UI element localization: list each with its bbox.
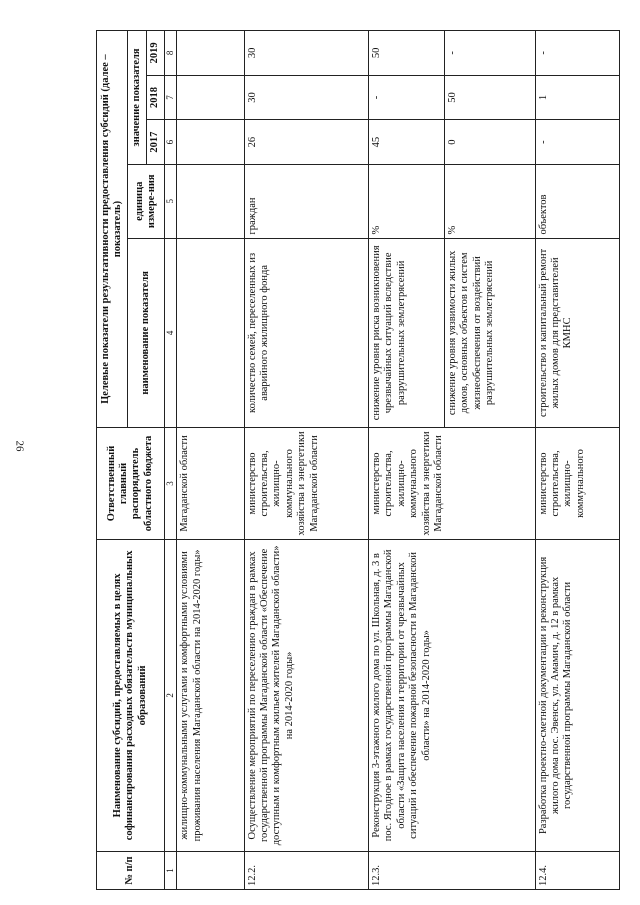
indicator-name: строительство и капитальный ремонт жилых домов для представителей КМНС bbox=[535, 238, 619, 428]
colnum: 5 bbox=[164, 164, 176, 238]
page-number: 26 bbox=[13, 440, 26, 452]
value-2019: 30 bbox=[244, 31, 368, 76]
value-2018: 30 bbox=[244, 75, 368, 120]
colnum: 7 bbox=[164, 75, 176, 120]
unit bbox=[177, 164, 244, 238]
subsidy-table bbox=[96, 30, 620, 890]
value-2019: - bbox=[535, 31, 619, 76]
distributor: министерство строительства, жилищно-коммунального bbox=[535, 428, 619, 540]
value-2019: - bbox=[444, 31, 535, 76]
unit: объектов bbox=[535, 164, 619, 238]
table-row bbox=[244, 31, 368, 890]
indicator-name: количество семей, переселенных из аварийного жилищного фонда bbox=[244, 238, 368, 428]
header-subsidy-name: Наименование субсидий, предоставляемых в целях софинансирования расходных обязательств муниципальных образований bbox=[97, 539, 165, 851]
colnum: 3 bbox=[164, 428, 176, 540]
rotated-table-wrapper bbox=[96, 30, 620, 890]
distributor: Магаданской области bbox=[177, 428, 244, 540]
subsidy-name: Разработка проектно-сметной документации и реконструкция жилого дома пос. Эвенск, ул. Амамич, д. 12 в рамках государственной программы Магаданской области bbox=[535, 539, 619, 851]
indicator-name bbox=[177, 238, 244, 428]
value-2017: 26 bbox=[244, 120, 368, 165]
value-2019 bbox=[177, 31, 244, 76]
subsidy-name: жилищно-коммунальными услугами и комфортными условиями проживания населения Магаданской области на 2014-2020 годы» bbox=[177, 539, 244, 851]
row-num: 12.4. bbox=[535, 852, 619, 890]
unit: граждан bbox=[244, 164, 368, 238]
header-values: значение показателя bbox=[128, 31, 146, 165]
header-indicators: Целевые показатели результативности предоставления субсидий (далее – показатель) bbox=[97, 31, 128, 428]
subsidy-name: Осуществление мероприятий по переселению граждан в рамках государственной программы Магаданской области «Обеспечение доступным и комфортным жильем жителей Магаданской области» на 2014-2020 годы» bbox=[244, 539, 368, 851]
colnum: 1 bbox=[164, 852, 176, 890]
header-2019: 2019 bbox=[146, 31, 164, 76]
table-row bbox=[369, 31, 445, 890]
row-num bbox=[177, 852, 244, 890]
distributor: министерство строительства, жилищно-коммунального хозяйства и энергетики Магаданской области bbox=[369, 428, 536, 540]
value-2017 bbox=[177, 120, 244, 165]
colnum: 6 bbox=[164, 120, 176, 165]
table-row bbox=[535, 31, 619, 890]
colnum: 2 bbox=[164, 539, 176, 851]
indicator-name: снижение уровня риска возникновения чрезвычайных ситуаций вследствие разрушительных землетрясений bbox=[369, 238, 445, 428]
header-distributor: Ответственный главный распорядитель областного бюджета bbox=[97, 428, 165, 540]
colnum: 4 bbox=[164, 238, 176, 428]
value-2017: 45 bbox=[369, 120, 445, 165]
unit: % bbox=[369, 164, 445, 238]
value-2018 bbox=[177, 75, 244, 120]
header-num: № п/п bbox=[97, 852, 165, 890]
unit: % bbox=[444, 164, 535, 238]
indicator-name: снижение уровня уязвимости жилых домов, основных объектов и систем жизнеобеспечения от воздействий разрушительных землетрясений bbox=[444, 238, 535, 428]
header-2018: 2018 bbox=[146, 75, 164, 120]
value-2018: - bbox=[369, 75, 445, 120]
value-2018: 50 bbox=[444, 75, 535, 120]
table-row bbox=[177, 31, 244, 890]
value-2017: - bbox=[535, 120, 619, 165]
subsidy-name: Реконструкция 3-этажного жилого дома по ул. Школьная, д. 3 в пос. Ягодное в рамках государственной программы Магаданской области «Защита населения и территории от чрезвычайных ситуаций и обеспечение пожарной безопасности в Магаданской области» на 2014-2020 годы» bbox=[369, 539, 536, 851]
value-2017: 0 bbox=[444, 120, 535, 165]
row-num: 12.2. bbox=[244, 852, 368, 890]
header-unit: единица измере-ния bbox=[128, 164, 165, 238]
header-indicator-name: наименование показателя bbox=[128, 238, 165, 428]
row-num: 12.3. bbox=[369, 852, 536, 890]
header-2017: 2017 bbox=[146, 120, 164, 165]
distributor: министерство строительства, жилищно-коммунального хозяйства и энергетики Магаданской области bbox=[244, 428, 368, 540]
value-2019: 50 bbox=[369, 31, 445, 76]
colnum: 8 bbox=[164, 31, 176, 76]
value-2018: 1 bbox=[535, 75, 619, 120]
